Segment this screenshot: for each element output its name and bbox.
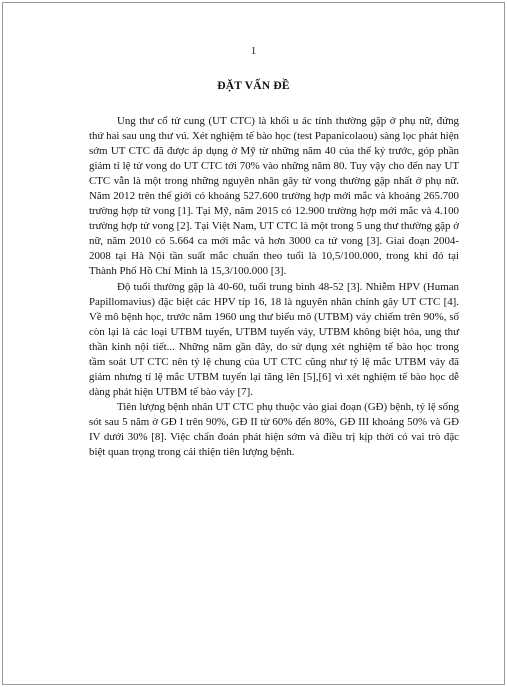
paragraph: Độ tuổi thường gặp là 40-60, tuổi trung bình 48-52 [3]. Nhiễm HPV (Human Papillomavius) đặc biệt các HPV típ 16, 18 là nguyên nhân chính gây UT CTC [4]. Về mô bệnh học, trước năm 1960 ung thư biểu mô (UTBM) vảy chiếm trên 90%, số còn lại là các loại UTBM tuyến, UTBM tuyến vảy, UTBM không biệt hóa, ung thư thần kinh nội tiết... Những năm gần đây, do sử dụng xét nghiệm tế bào học trong tầm soát UT CTC nên tỷ lệ chung của UT CTC cũng như tỷ lệ mắc UTBM vảy đã giảm nhưng tỉ lệ mắc UTBM tuyến lại tăng lên [5],[6] vì xét nghiệm tế bào học dễ dàng phát hiện UTBM tế bào vảy [7]. — [89, 280, 459, 398]
page-title: ĐẶT VẤN ĐỀ — [217, 80, 290, 92]
paragraph: Ung thư cổ tử cung (UT CTC) là khối u ác tính thường gặp ở phụ nữ, đứng thứ hai sau ung thư vú. Xét nghiệm tế bào học (test Papanicolaou) sàng lọc phát hiện sớm UT CTC đã được áp dụng ở Mỹ từ những năm 40 của thế kỷ trước, góp phần giảm tỉ lệ tử vong do UT CTC tới 70% vào những năm 80. Tuy vậy cho đến nay UT CTC vẫn là một trong những nguyên nhân gây tử vong thường gặp nhất ở phụ nữ. Năm 2012 trên thế giới có khoảng 527.600 trường hợp mới mắc và khoảng 265.700 trường hợp tử vong [1]. Tại Mỹ, năm 2015 có 12.900 trường hợp mới mắc và 4.100 trường hợp tử vong [2]. Tại Việt Nam, UT CTC là một trong 5 ung thư thường gặp ở nữ, năm 2010 có 5.664 ca mới mắc và hơn 3000 ca tử vong [3]. Giai đoạn 2004-2008 tại Hà Nội tần suất mắc chuẩn theo tuổi là 10,5/100.000, trong khi đó tại Thành Phố Hồ Chí Minh là 15,3/100.000 [3]. — [89, 115, 459, 278]
document-page — [2, 2, 505, 685]
page-number: 1 — [250, 45, 257, 57]
paragraph: Tiên lượng bệnh nhân UT CTC phụ thuộc vào giai đoạn (GĐ) bệnh, tỷ lệ sống sót sau 5 năm ở GĐ I trên 90%, GĐ II từ 60% đến 80%, GĐ III khoảng 50% và GĐ IV dưới 30% [8]. Việc chẩn đoán phát hiện sớm và điều trị kịp thời có vai trò đặc biệt quan trọng trong cải thiện tiên lượng bệnh. — [89, 400, 459, 459]
body-text — [89, 114, 459, 460]
